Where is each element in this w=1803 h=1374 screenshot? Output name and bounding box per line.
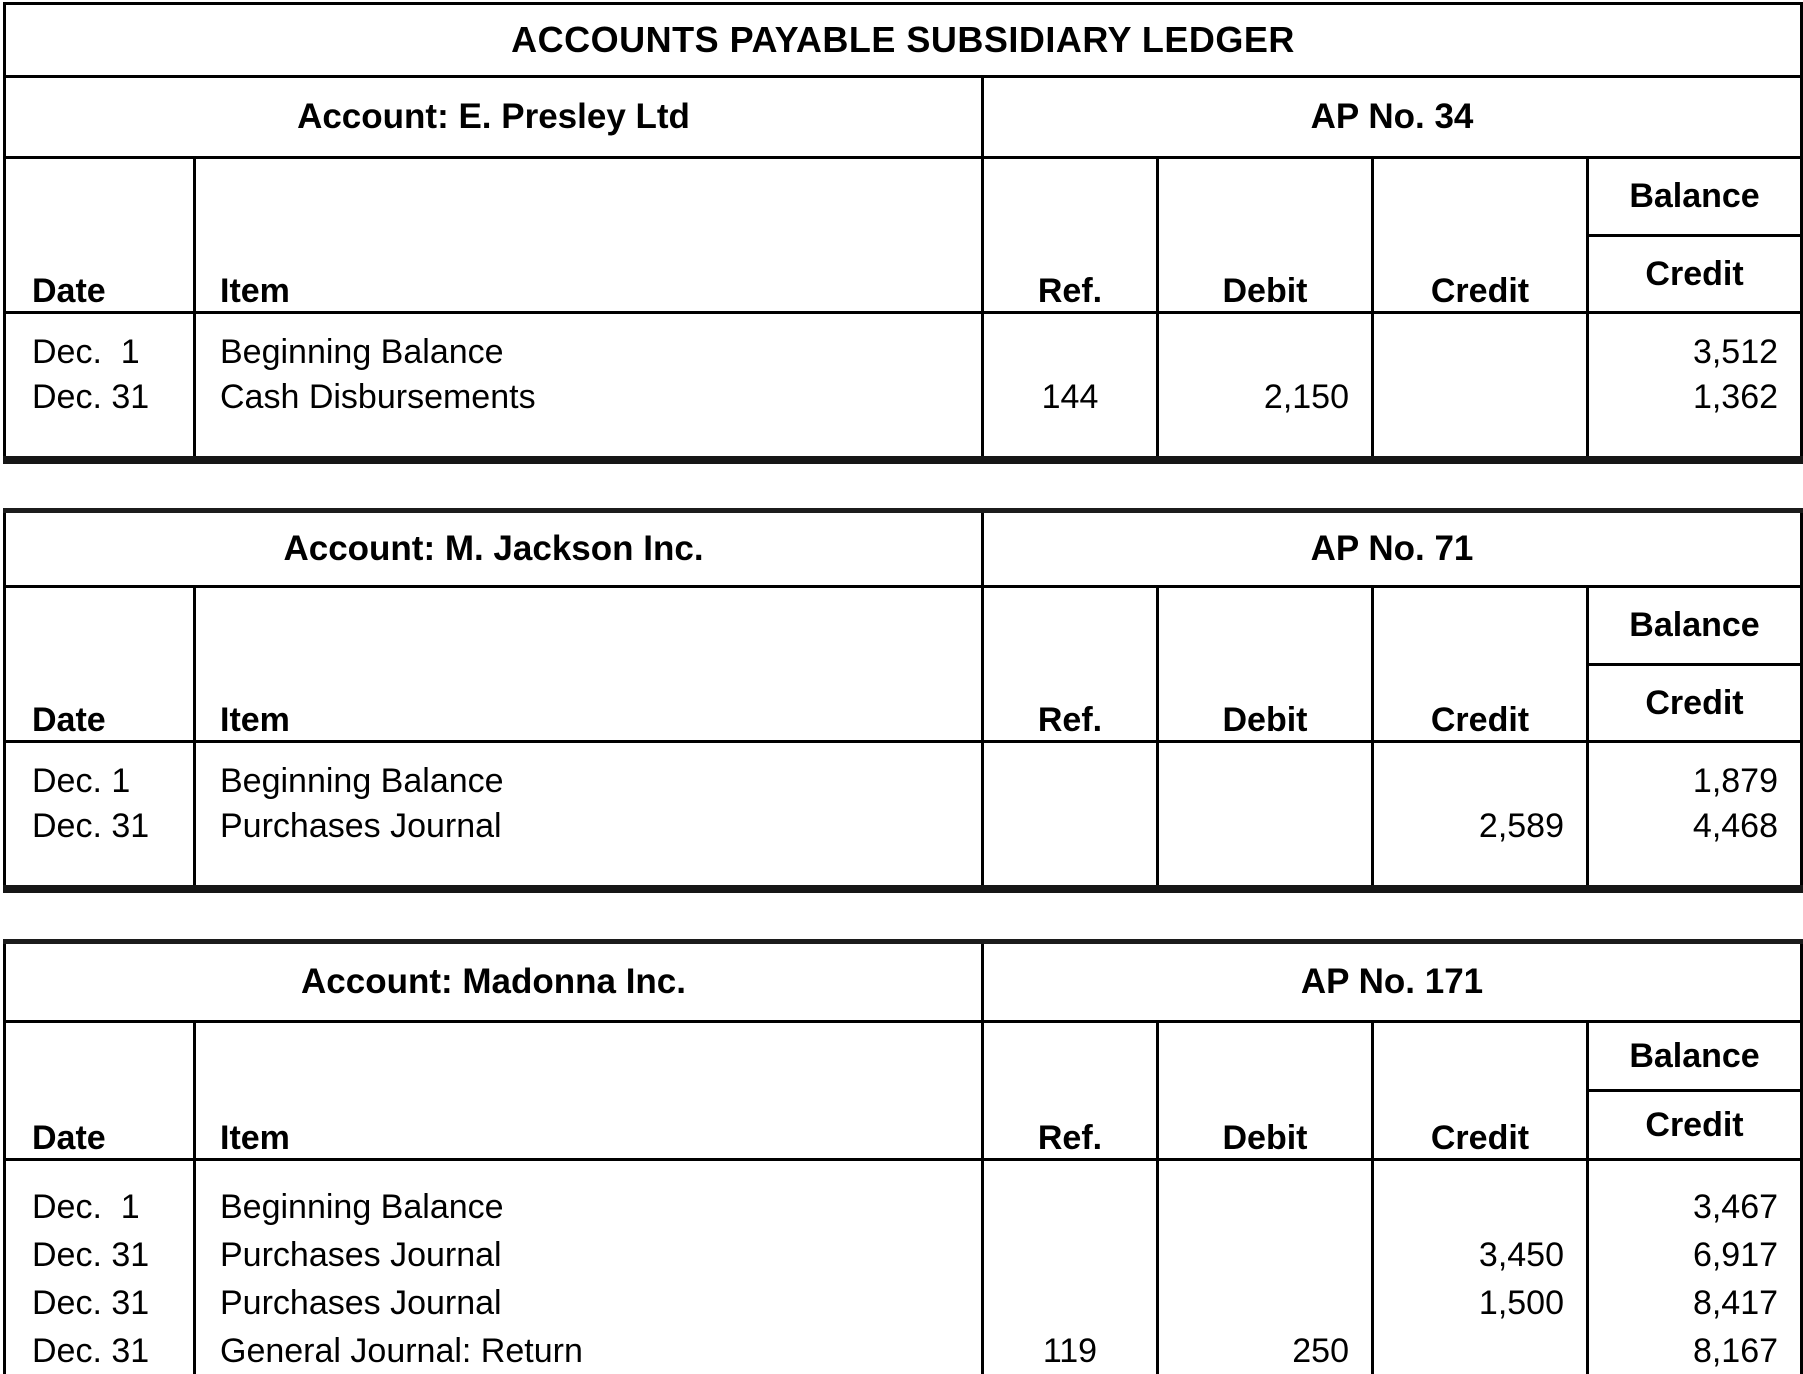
column-header-debit: Debit (1158, 1022, 1373, 1160)
item-value: Cash Disbursements (220, 378, 536, 416)
data-cell-ref (983, 742, 1158, 890)
date-value: Dec. 31 (32, 378, 150, 416)
debit-value (1159, 330, 1371, 375)
ref-value (984, 1279, 1156, 1327)
credit-value (1374, 759, 1586, 804)
ref-value: 119 (1042, 1332, 1098, 1370)
ref-value (984, 330, 1156, 375)
balance-value: 6,917 (1692, 1236, 1779, 1274)
data-cell-credit (1373, 313, 1588, 461)
column-header-ref: Ref. (983, 587, 1158, 742)
data-cell-debit (1158, 313, 1373, 461)
credit-value (1374, 1183, 1586, 1231)
debit-value (1159, 1279, 1371, 1327)
ap-number: AP No. 171 (983, 942, 1802, 1022)
account-table-presley (3, 2, 1803, 464)
column-header-balance: Balance (1588, 158, 1802, 236)
table-row (5, 742, 1802, 890)
date-value: Dec. 31 (32, 1332, 150, 1370)
column-header-ref: Ref. (983, 1022, 1158, 1160)
debit-value (1159, 759, 1371, 804)
account-row (5, 77, 1802, 158)
column-header-debit: Debit (1158, 158, 1373, 313)
column-header-ref: Ref. (983, 158, 1158, 313)
column-header-balance-credit: Credit (1588, 236, 1802, 313)
table-spacer (0, 464, 1803, 508)
debit-value (1159, 1183, 1371, 1231)
date-value: Dec. 1 (32, 762, 131, 800)
item-value: Purchases Journal (220, 1284, 502, 1322)
ref-value (984, 1231, 1156, 1279)
column-header-credit: Credit (1373, 1022, 1588, 1160)
account-name: Account: E. Presley Ltd (5, 77, 983, 158)
ref-value (984, 804, 1156, 849)
credit-value: 3,450 (1478, 1236, 1564, 1274)
ap-number: AP No. 34 (983, 77, 1802, 158)
data-cell-item (195, 742, 983, 890)
data-cell-balance (1588, 313, 1802, 461)
balance-value: 4,468 (1692, 807, 1778, 845)
ref-value: 144 (1041, 378, 1099, 416)
column-header-balance: Balance (1588, 587, 1802, 665)
data-cell-date (5, 313, 195, 461)
column-header-credit: Credit (1373, 587, 1588, 742)
item-value: Purchases Journal (220, 1236, 502, 1274)
account-table-madonna (3, 939, 1803, 1374)
balance-value: 1,362 (1692, 378, 1779, 416)
data-cell-credit (1373, 742, 1588, 890)
account-table-jackson (3, 508, 1803, 893)
debit-value (1159, 804, 1371, 849)
item-value: General Journal: Return (220, 1332, 583, 1370)
balance-value: 8,167 (1692, 1332, 1779, 1370)
balance-value: 8,417 (1692, 1284, 1779, 1322)
column-header-date: Date (5, 158, 195, 313)
data-cell-ref (983, 1160, 1158, 1374)
item-value: Beginning Balance (220, 333, 504, 371)
column-header-balance-credit: Credit (1588, 665, 1802, 742)
debit-value: 250 (1292, 1332, 1349, 1370)
credit-value (1374, 1327, 1586, 1374)
account-row (5, 942, 1802, 1022)
column-header-item: Item (195, 158, 983, 313)
account-row (5, 511, 1802, 587)
date-value: Dec. 1 (32, 1188, 140, 1226)
ap-number: AP No. 71 (983, 511, 1802, 587)
column-header-debit: Debit (1158, 587, 1373, 742)
column-header-credit: Credit (1373, 158, 1588, 313)
header-row (5, 587, 1802, 665)
ref-value (984, 1183, 1156, 1231)
data-cell-credit (1373, 1160, 1588, 1374)
balance-value: 3,512 (1692, 333, 1779, 371)
date-value: Dec. 31 (32, 1236, 150, 1274)
data-cell-date (5, 742, 195, 890)
ref-value (984, 759, 1156, 804)
table-row (5, 1160, 1802, 1374)
data-cell-balance (1588, 742, 1802, 890)
credit-value (1374, 375, 1586, 420)
item-value: Beginning Balance (220, 1188, 504, 1226)
balance-value: 1,879 (1692, 762, 1778, 800)
credit-value (1374, 330, 1586, 375)
column-header-date: Date (5, 587, 195, 742)
credit-value: 2,589 (1478, 807, 1564, 845)
data-cell-debit (1158, 742, 1373, 890)
account-name: Account: Madonna Inc. (5, 942, 983, 1022)
debit-value: 2,150 (1263, 378, 1349, 416)
table-spacer (0, 893, 1803, 939)
item-value: Beginning Balance (220, 762, 504, 800)
data-cell-item (195, 1160, 983, 1374)
debit-value (1159, 1231, 1371, 1279)
account-name: Account: M. Jackson Inc. (5, 511, 983, 587)
header-row (5, 158, 1802, 236)
ledger-title-row (5, 4, 1802, 77)
column-header-balance: Balance (1588, 1022, 1802, 1091)
data-cell-debit (1158, 1160, 1373, 1374)
column-header-item: Item (195, 1022, 983, 1160)
table-row (5, 313, 1802, 461)
column-header-date: Date (5, 1022, 195, 1160)
data-cell-item (195, 313, 983, 461)
ledger-title: ACCOUNTS PAYABLE SUBSIDIARY LEDGER (5, 4, 1802, 77)
date-value: Dec. 31 (32, 1284, 150, 1322)
data-cell-ref (983, 313, 1158, 461)
column-header-item: Item (195, 587, 983, 742)
data-cell-date (5, 1160, 195, 1374)
date-value: Dec. 31 (32, 807, 150, 845)
item-value: Purchases Journal (220, 807, 502, 845)
credit-value: 1,500 (1478, 1284, 1564, 1322)
column-header-balance-credit: Credit (1588, 1091, 1802, 1160)
header-row (5, 1022, 1802, 1091)
data-cell-balance (1588, 1160, 1802, 1374)
balance-value: 3,467 (1692, 1188, 1779, 1226)
date-value: Dec. 1 (32, 333, 140, 371)
